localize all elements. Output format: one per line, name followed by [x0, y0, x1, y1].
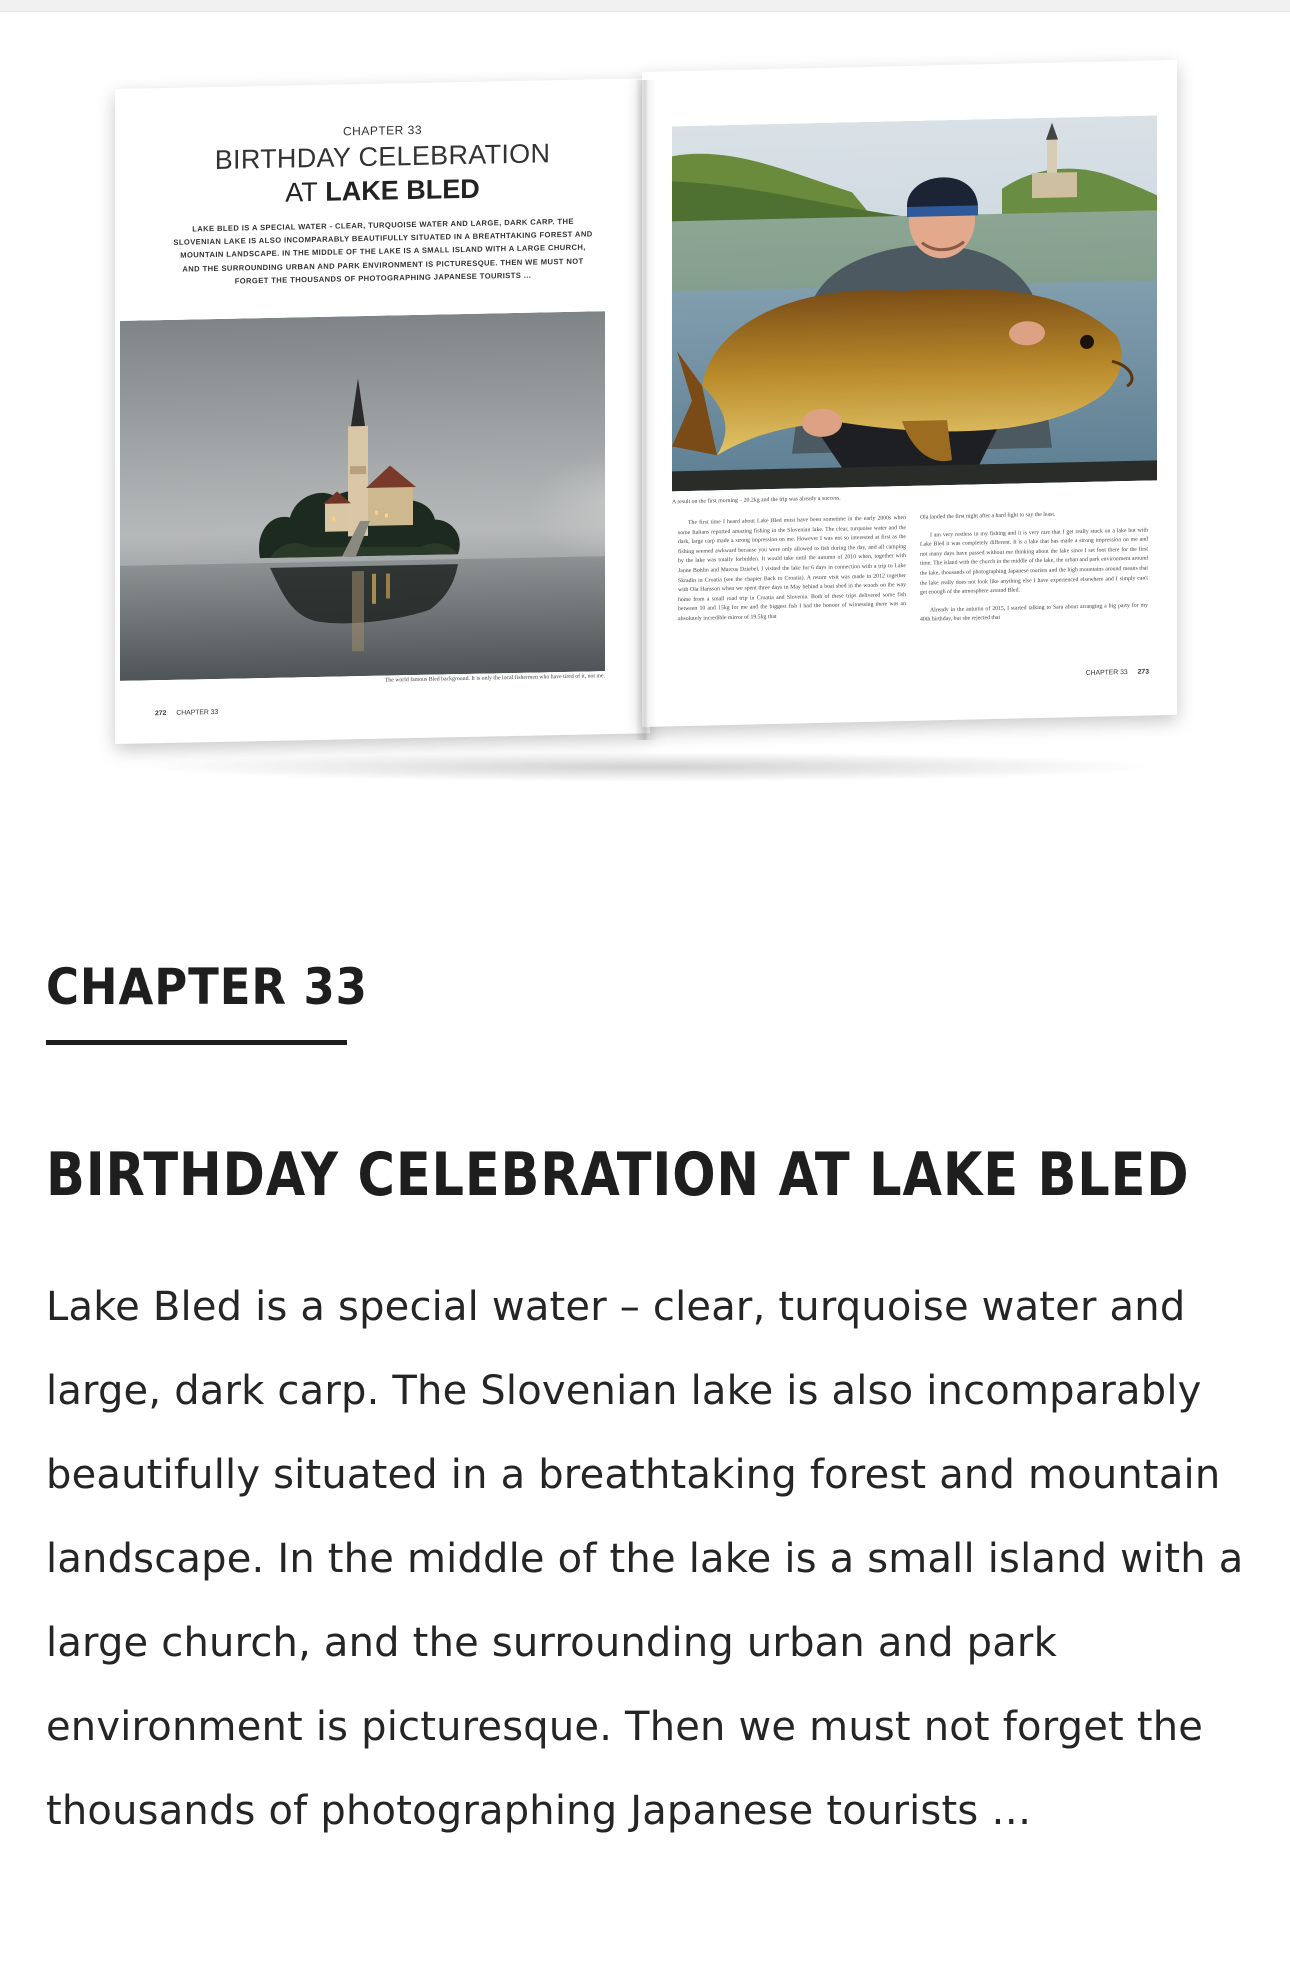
top-divider	[0, 0, 1290, 12]
book-spread-image	[110, 72, 1185, 772]
spread-shadow	[134, 752, 1164, 782]
right-page-number: 273	[1137, 668, 1149, 676]
left-photo-caption: The world famous Bled background. It is only the local fishermen who have tired of it, not me.	[384, 673, 605, 684]
left-page	[115, 78, 650, 744]
right-page-column-1	[678, 514, 906, 633]
left-page-title-line2	[115, 170, 650, 212]
left-page-title-bold: LAKE BLED	[325, 173, 480, 207]
angler-with-carp-photo	[672, 115, 1157, 491]
right-page-footer-label: CHAPTER 33	[1085, 668, 1128, 677]
right-page	[642, 60, 1177, 727]
left-page-number: 272	[155, 709, 167, 718]
right-page-paragraph: Already in the autumn of 2015, I started talking to Sara about arranging a big party for my 40th birthday, but she rejected that	[920, 602, 1148, 624]
article-body: Lake Bled is a special water – clear, turquoise water and large, dark carp. The Slovenian lake is also incomparably beautifully situated in a breathtaking forest and mountain landscape. In the middle of the lake is a small island with a large church, and the surrounding urban and park environment is picturesque. Then we must not forget the thousands of photographing Japanese tourists …	[46, 1284, 1244, 1834]
lake-bled-island-photo	[120, 311, 605, 681]
left-page-chapter-label: CHAPTER 33	[342, 122, 423, 139]
right-page-footer	[1086, 668, 1149, 676]
left-page-title-prefix: AT	[285, 176, 318, 208]
book-gutter	[635, 80, 657, 740]
right-page-paragraph: I am very restless in my fishing and it is very rare that I get really stuck on a lake but with Lake Bled it was completely different. It is a lake that has made a strong impression on me and not many days have passed without me thinking about the lake since I set foot there for the first time. The island with the church in the middle of the lake, the urban and park environment around the lake, thousands of photographing Japanese tourists and the high mountains around means that the lake really does not look like anything else I have experienced elsewhere and I simply can't get enough of the atmosphere around Bled.	[920, 527, 1148, 596]
chapter-heading: CHAPTER 33	[46, 958, 368, 1016]
right-photo-caption: A result on the first morning – 20.2kg and the trip was already a success.	[672, 495, 841, 506]
right-page-paragraph: The first time I heard about Lake Bled must have been sometime in the early 2000s when some Italians reported amazing fishing in the Slovenian lake. The clear, turquoise water and the dark, large carp made a strong impression on me. However I was not so interested at first as the fishing seemed awkward because you were only allowed to fish during the day, and all camping by the lake was totally forbidden. It would take until the autumn of 2010 when, together with Janne Bohlin and Marcus Dziebel, I visited the lake for 6 days in connection with a trip to Lake Skradin in Croatia (see the chapter Back to Croatia). A return visit was made in 2012 together with Ola Hansson when we spent three days in May behind a boat shed in the woods on the way home from a small road trip in Croatia and Slovenia. Both of these trips delivered some fish between 10 and 15kg for me and the biggest fish I had the honour of witnessing there was an absolutely incredible mirror of 19.5kg that	[678, 515, 906, 623]
left-page-intro: LAKE BLED IS A SPECIAL WATER - CLEAR, TURQUOISE WATER AND LARGE, DARK CARP. THE SLOVENIAN LAKE IS ALSO INCOMPARABLY BEAUTIFULLY SITUATED IN A BREATHTAKING FOREST AND MOUNTAIN LANDSCAPE. IN THE MIDDLE OF THE LAKE IS A SMALL ISLAND WITH A LARGE CHURCH, AND THE SURROUNDING URBAN AND PARK ENVIRONMENT IS PICTURESQUE. THEN WE MUST NOT FORGET THE THOUSANDS OF PHOTOGRAPHING JAPANESE TOURISTS ...	[173, 216, 593, 286]
article-title: BIRTHDAY CELEBRATION AT LAKE BLED	[46, 1140, 1190, 1210]
right-page-paragraph: Ola landed the first night after a hard fight to say the least.	[920, 511, 1056, 521]
right-page-column-2	[920, 509, 1148, 634]
left-page-title-line1: BIRTHDAY CELEBRATION	[214, 138, 551, 175]
left-page-footer-label: CHAPTER 33	[176, 708, 219, 717]
chapter-underline	[46, 1040, 347, 1045]
left-page-footer	[155, 709, 218, 717]
